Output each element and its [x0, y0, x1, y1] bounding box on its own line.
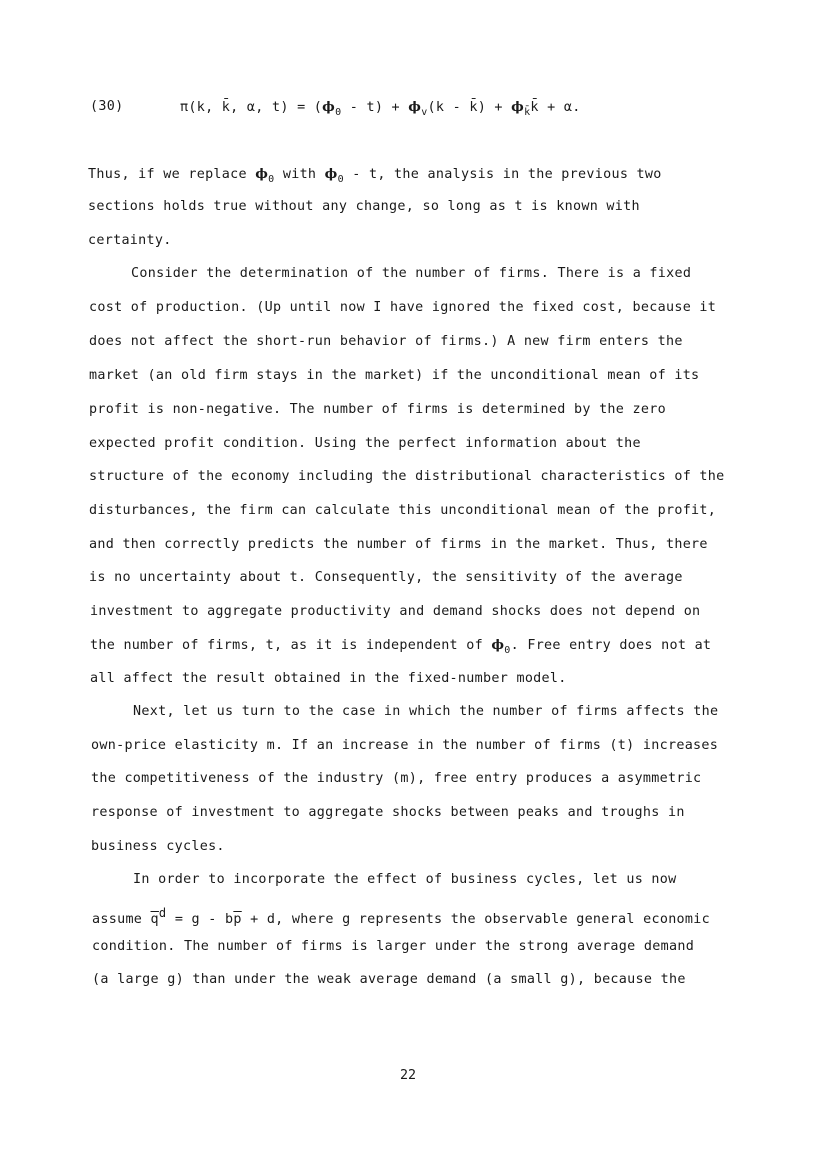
paragraph-2-line: structure of the economy including the distributional characteristics of the	[89, 469, 725, 484]
eq-sub: v	[421, 107, 428, 118]
paragraph-2-line: cost of production. (Up until now I have ignored the fixed cost, because it	[89, 300, 717, 315]
eq-sub: k̄	[524, 107, 531, 118]
paragraph-2-line: all affect the result obtained in the fixed-number model.	[90, 671, 567, 686]
paragraph-2-line: does not affect the short-run behavior of firms.) A new firm enters the	[89, 334, 683, 349]
eq-sub: 0	[335, 107, 342, 118]
text: Thus, if we replace	[88, 167, 256, 182]
paragraph-4-line	[92, 906, 710, 927]
phi-symbol: ϕ	[408, 99, 422, 115]
paragraph-3-line: own-price elasticity m. If an increase in the number of firms (t) increases	[91, 738, 719, 753]
phi-symbol: ϕ	[491, 637, 505, 653]
paragraph-2-line	[90, 637, 711, 656]
text: - t, the analysis in the previous two	[343, 167, 662, 182]
paragraph-2-line: profit is non-negative. The number of firms is determined by the zero	[89, 402, 666, 417]
p-bar-symbol: $\overline{p}$	[233, 912, 242, 927]
paragraph-4-line: (a large g) than under the weak average demand (a small g), because the	[92, 972, 686, 987]
eq-lhs: π(k, k̄, α, t) = (	[180, 100, 323, 115]
eq-mid: - t) +	[341, 100, 409, 115]
phi-symbol: ϕ	[255, 166, 269, 182]
paragraph-2-line: and then correctly predicts the number of firms in the market. Thus, there	[89, 537, 708, 552]
phi-symbol: ϕ	[324, 166, 338, 182]
text: with	[274, 167, 325, 182]
paragraph-2-line: market (an old firm stays in the market) if the unconditional mean of its	[89, 368, 700, 383]
paragraph-3-line: Next, let us turn to the case in which the number of firms affects the	[133, 704, 719, 719]
paragraph-4-line: condition. The number of firms is larger under the strong average demand	[92, 939, 695, 954]
paragraph-2-line: disturbances, the firm can calculate this unconditional mean of the profit,	[89, 503, 717, 518]
eq-tail: k̄ + α.	[530, 100, 581, 115]
paragraph-3-line: response of investment to aggregate shocks between peaks and troughs in	[91, 805, 685, 820]
phi-symbol: ϕ	[322, 99, 336, 115]
paragraph-1-line: certainty.	[88, 233, 172, 248]
paragraph-1-line: sections holds true without any change, so long as t is known with	[88, 199, 640, 214]
equation-30	[180, 99, 581, 118]
eq-mid: (k - k̄) +	[427, 100, 512, 115]
page-number: 22	[400, 1068, 417, 1083]
text: + d, where g represents the observable general economic	[241, 912, 710, 927]
paragraph-2-line: is no uncertainty about t. Consequently, the sensitivity of the average	[89, 570, 683, 585]
subscript: 0	[268, 174, 275, 185]
paragraph-1-line	[88, 166, 662, 185]
paragraph-3-line: business cycles.	[91, 839, 225, 854]
paragraph-3-line: the competitiveness of the industry (m), free entry produces a asymmetric	[91, 771, 702, 786]
q-bar-symbol: $\overline{q}$	[150, 912, 159, 927]
phi-symbol: ϕ	[511, 99, 525, 115]
text: the number of firms, t, as it is independent of	[90, 638, 492, 653]
paragraph-2-line: expected profit condition. Using the perfect information about the	[89, 436, 641, 451]
text: assume	[92, 912, 151, 927]
text: = g - b	[166, 912, 234, 927]
superscript: d	[158, 906, 167, 920]
subscript: 0	[337, 174, 344, 185]
subscript: 0	[504, 645, 511, 656]
paragraph-4-line: In order to incorporate the effect of business cycles, let us now	[133, 872, 677, 887]
paragraph-2-line: investment to aggregate productivity and demand shocks does not depend on	[90, 604, 701, 619]
text: . Free entry does not at	[510, 638, 712, 653]
equation-number: (30)	[90, 99, 124, 114]
paragraph-2-line: Consider the determination of the number of firms. There is a fixed	[131, 266, 692, 281]
